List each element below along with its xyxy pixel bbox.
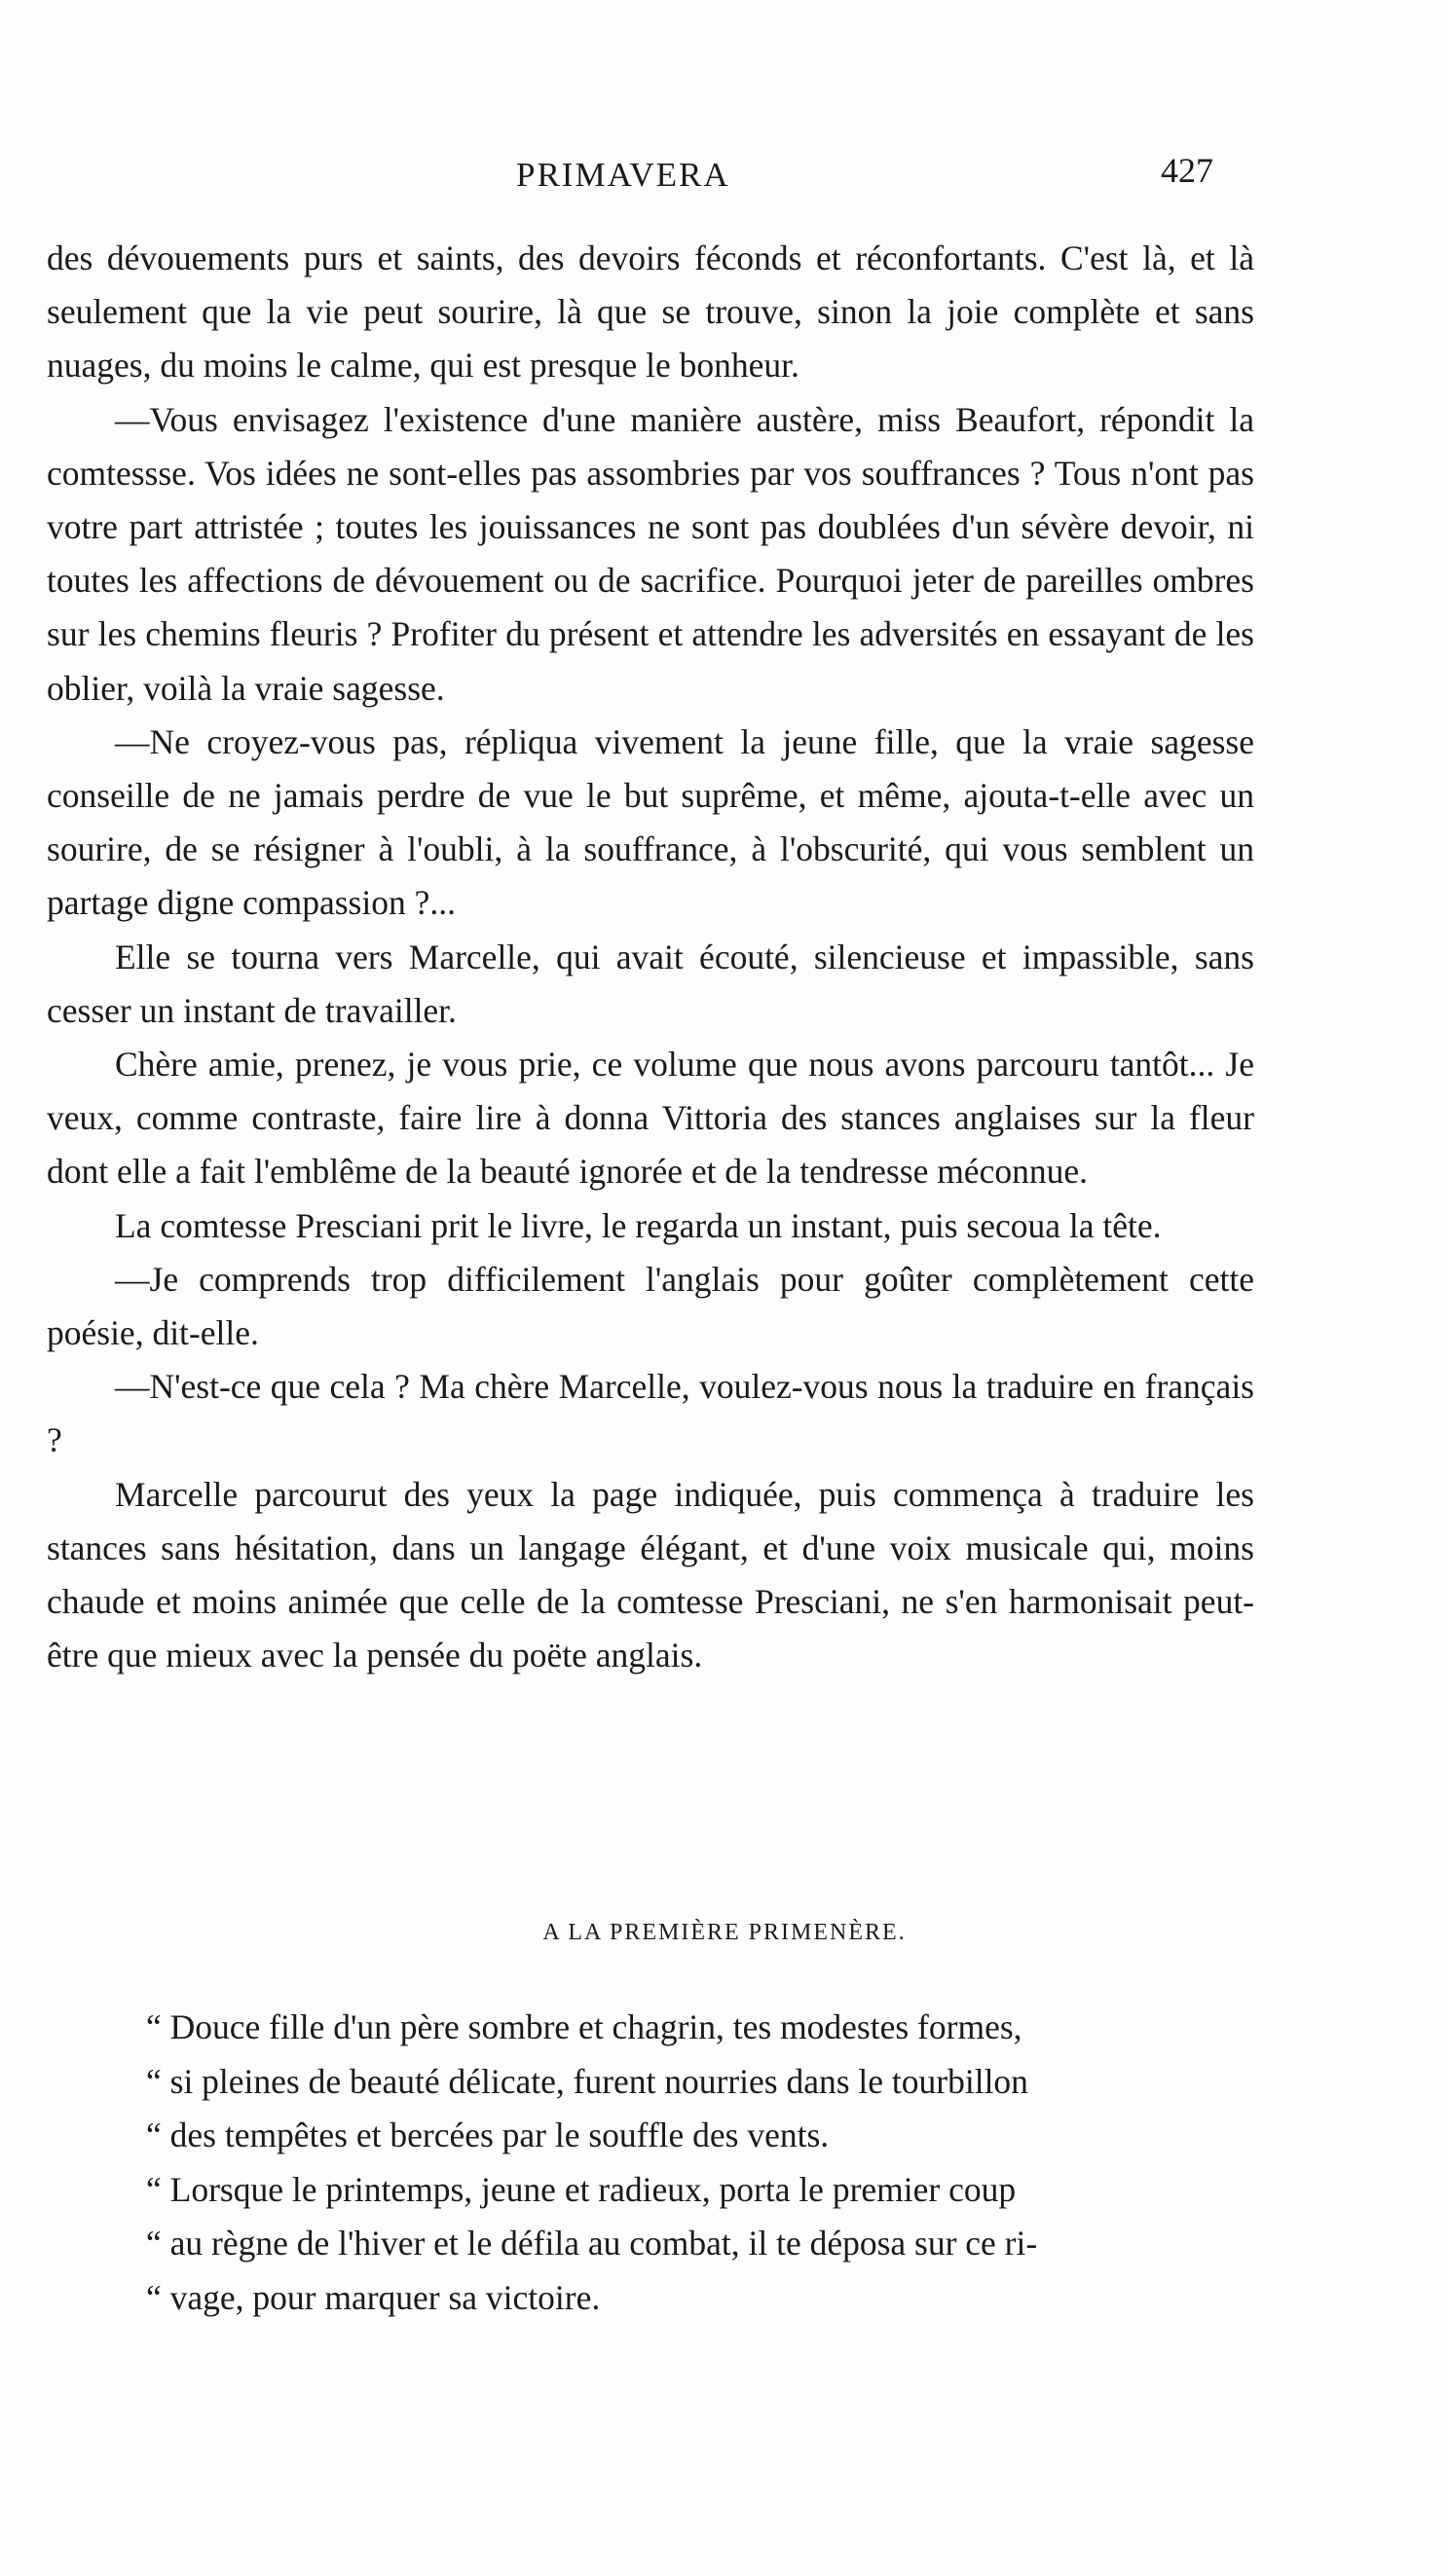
page-number: 427: [1161, 151, 1213, 190]
running-title: PRIMAVERA: [516, 156, 730, 194]
section-heading: A LA PREMIÈRE PRIMENÈRE.: [542, 1920, 907, 1945]
poem-line: “ si pleines de beauté délicate, furent nourries dans le tourbillon: [146, 2061, 1028, 2101]
paragraph: —Je comprends trop difficilement l'anglais pour goûter complètement cette poésie, dit-elle.: [47, 1259, 1254, 1353]
poem-translation: [146, 2001, 1276, 2325]
paragraph: des dévouements purs et saints, des devoirs féconds et réconfortants. C'est là, et là seulement que la vie peut sourire, là que se trouve, sinon la joie complète et sans nuages, du moins le calme, qui est presque le bonheur.: [47, 239, 1254, 386]
paragraph: —Ne croyez-vous pas, répliqua vivement la jeune fille, que la vraie sagesse conseille de ne jamais perdre de vue le but suprême, et même, ajouta-t-elle avec un sourire, de se résigner à l'oubli, à la souffrance, à l'obscurité, qui vous semblent un partage digne compassion ?...: [47, 721, 1254, 923]
paragraph: —Vous envisagez l'existence d'une manière austère, miss Beaufort, répondit la comtessse. Vos idées ne sont-elles pas assombries par vos souffrances ? Tous n'ont pas votre part attristée ; toutes les jouissances ne sont pas doublées d'un sévère devoir, ni toutes les affections de dévouement ou de sacrifice. Pourquoi jeter de pareilles ombres sur les chemins fleuris ? Profiter du présent et attendre les adversités en essayant de les oblier, voilà la vraie sagesse.: [47, 399, 1254, 708]
body-text: [47, 232, 1254, 1682]
paragraph: Chère amie, prenez, je vous prie, ce volume que nous avons parcouru tantôt... Je veux, comme contraste, faire lire à donna Vittoria des stances anglaises sur la fleur dont elle a fait l'emblême de la beauté ignorée et de la tendresse méconnue.: [47, 1045, 1254, 1192]
paragraph: La comtesse Presciani prit le livre, le regarda un instant, puis secoua la tête.: [115, 1205, 1162, 1245]
poem-line: “ des tempêtes et bercées par le souffle des vents.: [146, 2116, 830, 2154]
paragraph: Elle se tourna vers Marcelle, qui avait écouté, silencieuse et impassible, sans cesser un instant de travailler.: [47, 937, 1254, 1030]
paragraph: —N'est-ce que cela ? Ma chère Marcelle, voulez-vous nous la traduire en français ?: [47, 1367, 1254, 1460]
poem-line: “ Lorsque le printemps, jeune et radieux, porta le premier coup: [146, 2169, 1017, 2209]
running-head: [0, 151, 1449, 204]
poem-line: “ Douce fille d'un père sombre et chagrin, tes modestes formes,: [146, 2007, 1022, 2046]
paragraph: Marcelle parcourut des yeux la page indiquée, puis commença à traduire les stances sans hésitation, dans un langage élégant, et d'une voix musicale qui, moins chaude et moins animée que celle de la comtesse Presciani, ne s'en harmonisait peut-être que mieux avec la pensée du poëte anglais.: [47, 1474, 1254, 1675]
poem-line: “ vage, pour marquer sa victoire.: [146, 2277, 601, 2317]
poem-line: “ au règne de l'hiver et le défila au combat, il te déposa sur ce ri-: [146, 2224, 1038, 2263]
